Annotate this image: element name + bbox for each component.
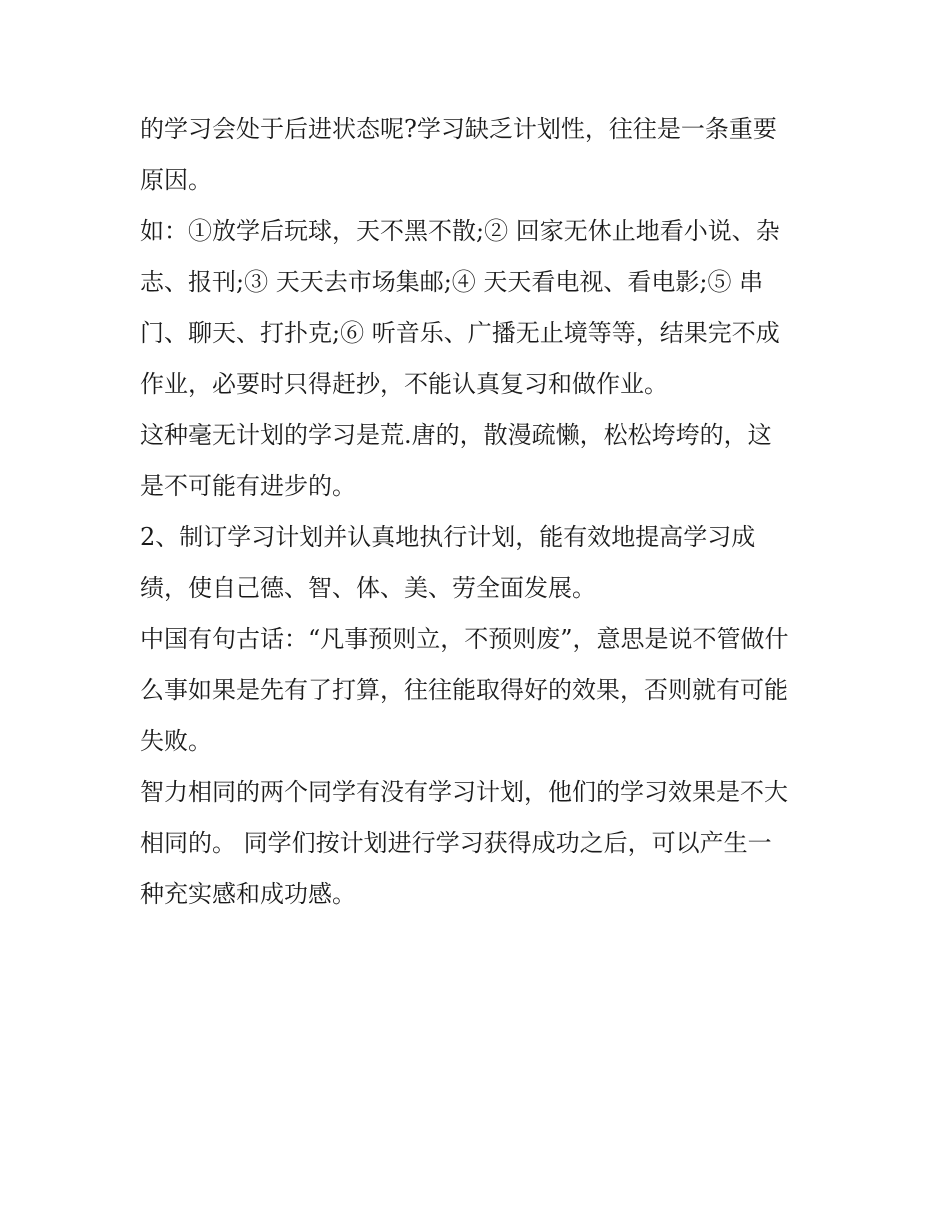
text-line: 失败。 — [140, 727, 212, 755]
paragraph-4 — [140, 512, 820, 614]
text-line: 相同的。 同学们按计划进行学习获得成功之后，可以产生一 — [140, 829, 772, 857]
paragraph-5 — [140, 614, 820, 767]
text-line: 绩，使自己德、智、体、美、劳全面发展。 — [140, 574, 596, 602]
text-line: 种充实感和成功感。 — [140, 880, 356, 908]
text-line: 如：①放学后玩球，天不黑不散;② 回家无休止地看小说、杂 — [140, 217, 780, 245]
text-line: 的学习会处于后进状态呢?学习缺乏计划性，往往是一条重要 — [140, 115, 777, 143]
paragraph-1 — [140, 104, 820, 206]
text-line: 智力相同的两个同学有没有学习计划，他们的学习效果是不大 — [140, 778, 788, 806]
document-body — [140, 104, 820, 920]
text-line: 志、报刊;③ 天天去市场集邮;④ 天天看电视、看电影;⑤ 串 — [140, 268, 764, 296]
text-line: 门、聊天、打扑克;⑥ 听音乐、广播无止境等等，结果完不成 — [140, 319, 780, 347]
paragraph-2 — [140, 206, 820, 410]
paragraph-6 — [140, 767, 820, 920]
text-line: 原因。 — [140, 166, 212, 194]
text-line: 是不可能有进步的。 — [140, 472, 356, 500]
text-line: 中国有句古话：“凡事预则立，不预则废”，意思是说不管做什 — [140, 625, 789, 653]
text-line: 么事如果是先有了打算，往往能取得好的效果，否则就有可能 — [140, 676, 788, 704]
paragraph-3 — [140, 410, 820, 512]
text-line: 2、制订学习计划并认真地执行计划，能有效地提高学习成 — [140, 523, 756, 551]
text-line: 这种毫无计划的学习是荒.唐的，散漫疏懒，松松垮垮的，这 — [140, 421, 772, 449]
text-line: 作业，必要时只得赶抄，不能认真复习和做作业。 — [140, 370, 668, 398]
